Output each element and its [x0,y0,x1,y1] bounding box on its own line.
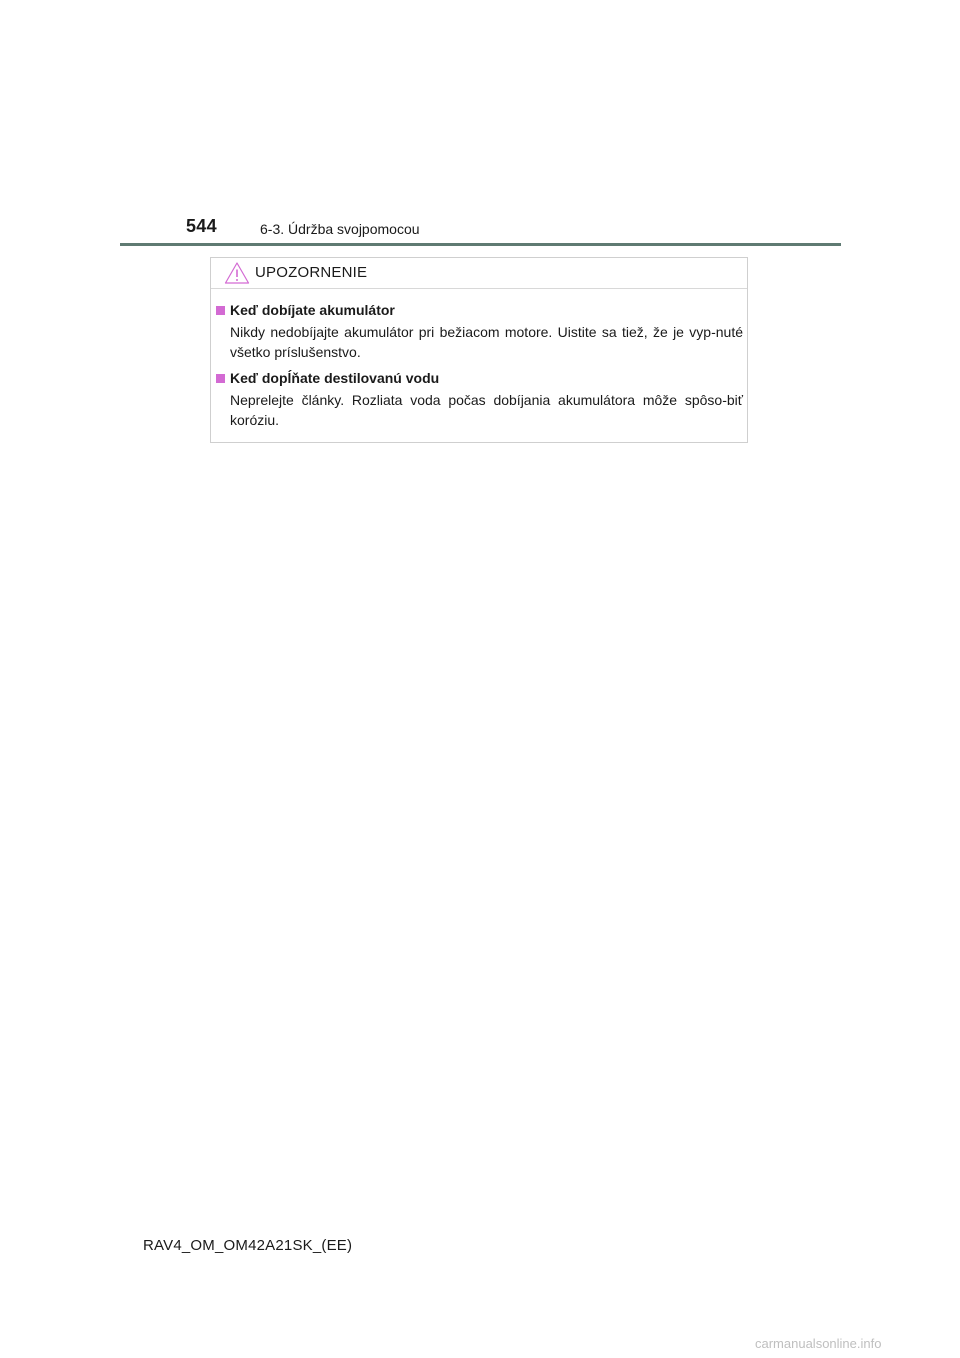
item-heading [216,301,743,319]
item-body: Neprelejte články. Rozliata voda počas dobíjania akumulátora môže spôso-biť koróziu. [230,392,743,428]
bullet-square-icon [216,306,225,315]
item-heading [216,369,743,387]
warning-item [216,369,743,430]
section-title: 6-3. Údržba svojpomocou [260,221,420,237]
warning-item [216,301,743,362]
item-body: Nikdy nedobíjajte akumulátor pri bežiacom motore. Uistite sa tiež, že je vyp-nuté všetko príslušenstvo. [230,324,743,360]
document-code: RAV4_OM_OM42A21SK_(EE) [143,1237,353,1254]
warning-header [211,258,747,289]
warning-triangle-icon [224,261,250,285]
item-heading-text: Keď dopĺňate destilovanú vodu [230,370,440,386]
warning-box [210,257,748,443]
page-number: 544 [186,216,217,236]
item-heading-text: Keď dobíjate akumulátor [230,302,395,318]
header-divider [120,243,841,246]
watermark: carmanualsonline.info [755,1336,882,1351]
warning-title: UPOZORNENIE [255,264,368,281]
bullet-square-icon [216,374,225,383]
